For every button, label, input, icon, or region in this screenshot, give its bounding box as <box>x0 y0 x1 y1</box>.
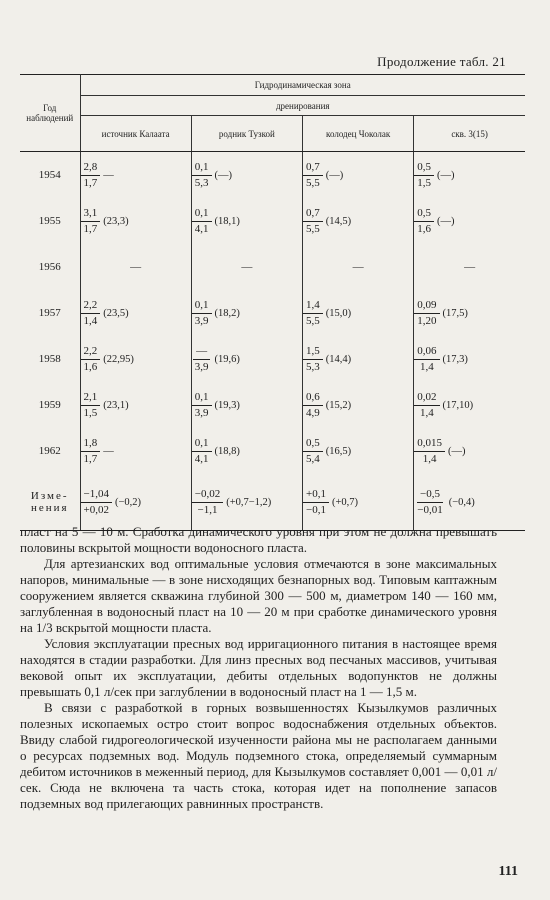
value-suffix: (17,5) <box>442 307 468 319</box>
numerator: 1,8 <box>81 437 101 452</box>
value-cell <box>414 198 525 244</box>
value-suffix: (19,6) <box>214 353 240 365</box>
denominator: 1,5 <box>417 176 431 189</box>
value-cell <box>191 474 302 531</box>
value-suffix: (—) <box>214 169 232 181</box>
numerator: −1,04 <box>81 488 112 503</box>
value-cell <box>303 244 414 290</box>
denominator: 5,5 <box>306 176 320 189</box>
denominator: 1,20 <box>417 314 437 327</box>
numerator: 0,1 <box>192 391 212 406</box>
column-header: родник Тузкой <box>191 116 302 152</box>
fraction-value <box>81 488 142 517</box>
denominator: +0,02 <box>83 503 109 516</box>
value-suffix: (+0,7−1,2) <box>226 496 272 508</box>
fraction-value <box>192 299 240 328</box>
denominator: 1,7 <box>83 222 98 235</box>
year-cell: 1956 <box>38 261 61 273</box>
fraction-value <box>81 299 129 328</box>
value-cell <box>191 152 302 199</box>
numerator: −0,02 <box>192 488 223 503</box>
fraction-value <box>303 437 351 466</box>
year-cell: 1962 <box>38 445 61 457</box>
denominator: 1,4 <box>420 406 434 419</box>
value-cell <box>80 428 191 474</box>
page-number: 111 <box>498 864 518 879</box>
denominator: 4,9 <box>306 406 320 419</box>
fraction-value <box>192 345 240 374</box>
denominator: 1,6 <box>417 222 431 235</box>
value-cell <box>414 336 525 382</box>
column-header: колодец Чоколак <box>303 116 414 152</box>
value-cell <box>303 152 414 199</box>
fraction-value <box>414 488 475 517</box>
numerator: 0,09 <box>414 299 439 314</box>
year-cell: Изме-нения <box>20 474 80 531</box>
value-suffix: (−0,2) <box>114 496 142 508</box>
value-suffix: (−0,4) <box>448 496 475 508</box>
numerator: 0,6 <box>303 391 323 406</box>
numerator: 0,7 <box>303 207 323 222</box>
column-header: скв. 3(15) <box>414 116 525 152</box>
fraction-value <box>81 207 129 236</box>
value-cell <box>80 152 191 199</box>
value-suffix: (23,5) <box>103 307 129 319</box>
denominator: 3,9 <box>194 360 209 373</box>
denominator: 5,5 <box>306 222 320 235</box>
table-row <box>20 198 525 244</box>
numerator: 1,4 <box>303 299 323 314</box>
numerator: 0,1 <box>192 299 212 314</box>
numerator: +0,1 <box>303 488 329 503</box>
value-suffix: (15,2) <box>325 399 352 411</box>
value-cell <box>303 336 414 382</box>
table-row <box>20 428 525 474</box>
value-cell <box>191 290 302 336</box>
denominator: 4,1 <box>194 222 209 235</box>
denominator: 1,5 <box>83 406 98 419</box>
body-text <box>20 524 497 812</box>
year-cell: 1959 <box>38 399 61 411</box>
year-cell: 1955 <box>38 215 61 227</box>
subgroup-header: дренирования <box>80 96 525 116</box>
value-suffix: (23,3) <box>103 215 129 227</box>
value-suffix: (14,5) <box>325 215 352 227</box>
denominator: 3,9 <box>194 406 209 419</box>
fraction-value <box>414 345 468 374</box>
value-suffix: (15,0) <box>325 307 352 319</box>
fraction-value <box>303 161 343 190</box>
value-cell <box>303 382 414 428</box>
denominator: −0,1 <box>306 503 326 516</box>
value-cell <box>414 474 525 531</box>
fraction-value <box>192 207 240 236</box>
value-suffix: (14,4) <box>325 353 352 365</box>
empty-dash: — <box>130 261 142 273</box>
value-suffix: (—) <box>437 169 455 181</box>
numerator: 2,8 <box>81 161 101 176</box>
empty-dash: — <box>464 261 476 273</box>
numerator: 0,1 <box>192 161 212 176</box>
denominator: 1,7 <box>83 176 98 189</box>
group-header: Гидродинамическая зона <box>80 75 525 96</box>
value-cell <box>80 290 191 336</box>
numerator: 0,1 <box>192 437 212 452</box>
denominator: 1,4 <box>422 452 437 465</box>
fraction-value <box>414 207 454 236</box>
fraction-value <box>192 488 272 517</box>
value-cell <box>303 428 414 474</box>
value-suffix: (—) <box>448 445 466 457</box>
value-cell <box>191 198 302 244</box>
numerator: 2,1 <box>81 391 101 406</box>
value-suffix: (23,1) <box>103 399 129 411</box>
fraction-value <box>414 161 454 190</box>
denominator: 5,4 <box>306 452 320 465</box>
numerator: 0,015 <box>414 437 445 452</box>
numerator: −0,5 <box>417 488 443 503</box>
value-cell <box>191 244 302 290</box>
value-cell <box>80 382 191 428</box>
value-suffix: (17,10) <box>442 399 474 411</box>
denominator: −1,1 <box>197 503 218 516</box>
fraction-value <box>192 437 240 466</box>
table-row <box>20 336 525 382</box>
year-cell: 1958 <box>38 353 61 365</box>
fraction-value <box>192 391 240 420</box>
denominator: −0,01 <box>417 503 443 516</box>
value-suffix: (+0,7) <box>331 496 359 508</box>
fraction-value <box>414 437 465 466</box>
value-suffix: (17,3) <box>442 353 468 365</box>
value-cell <box>191 336 302 382</box>
denominator: 4,1 <box>194 452 209 465</box>
value-suffix: (—) <box>325 169 344 181</box>
value-cell <box>414 152 525 199</box>
denominator: 1,7 <box>83 452 98 465</box>
numerator: 1,5 <box>303 345 323 360</box>
fraction-value <box>414 391 473 420</box>
value-cell <box>80 336 191 382</box>
numerator: 3,1 <box>81 207 101 222</box>
year-header: Год наблюдений <box>20 75 80 152</box>
value-cell <box>414 290 525 336</box>
fraction-value <box>81 345 134 374</box>
fraction-value <box>303 345 351 374</box>
numerator: — <box>193 345 210 360</box>
denominator: 1,4 <box>83 314 98 327</box>
table-row <box>20 152 525 199</box>
numerator: 0,5 <box>414 161 434 176</box>
denominator: 3,9 <box>194 314 209 327</box>
value-cell <box>414 428 525 474</box>
value-cell <box>80 244 191 290</box>
table-row <box>20 290 525 336</box>
fraction-value <box>303 299 351 328</box>
value-suffix: (18,1) <box>214 215 240 227</box>
empty-dash: — <box>352 261 364 273</box>
fraction-value <box>414 299 468 328</box>
value-suffix: (18,8) <box>214 445 240 457</box>
value-cell <box>191 428 302 474</box>
year-cell: 1957 <box>38 307 61 319</box>
numerator: 0,7 <box>303 161 323 176</box>
value-suffix: — <box>103 445 114 457</box>
fraction-value <box>303 391 351 420</box>
value-cell <box>80 474 191 531</box>
value-cell <box>303 474 414 531</box>
value-cell <box>303 290 414 336</box>
empty-dash: — <box>241 261 253 273</box>
paragraph: Условия эксплуатации пресных вод ирригационного питания в настоящее время находятся в стадии разработки. Для линз пресных вод песчаных массивов, учитывая вековой опыт их эксплуатации, дебиты отдельных водопунктов не должны превышать 0,1 л/сек при заглублении в водоносный пласт на 1 — 1,5 м. <box>20 636 497 699</box>
numerator: 0,5 <box>414 207 434 222</box>
value-cell <box>414 244 525 290</box>
fraction-value <box>81 161 114 190</box>
paragraph: пласт на 5 — 10 м. Сработка динамического уровня при этом не должна превышать половины вскрытой мощности водоносного пласта. <box>20 524 497 555</box>
denominator: 5,3 <box>306 360 320 373</box>
fraction-value <box>303 207 351 236</box>
paragraph: Для артезианских вод оптимальные условия отмечаются в зоне максимальных напоров, минимальные — в зоне нисходящих безнапорных вод. Типовым каптажным сооружением является скважина глубиной 300 — 500 м, диаметром 140 — 160 мм, заглубленная в водоносный пласт на 10 — 20 м при сработке динамического уровня на 1/3 вскрытой мощности пласта. <box>20 556 497 635</box>
paragraph: В связи с разработкой в горных возвышенностях Кызылкумов различных полезных ископаемых остро стоит вопрос водоснабжения отдельных объектов. Ввиду слабой гидрогеологической изученности района мы не располагаем данными о ресурсах подземных вод. Модуль подземного стока, определяемый суммарным дебитом источников в меженный период, для Кызылкумов составляет 0,001 — 0,01 л/сек. Сюда не включена та часть стока, которая идет на пополнение запасов подземных вод прилегающих равнинных пространств. <box>20 700 497 811</box>
value-cell <box>80 198 191 244</box>
numerator: 0,02 <box>414 391 439 406</box>
value-suffix: (—) <box>437 215 455 227</box>
year-cell: 1954 <box>38 169 61 181</box>
numerator: 2,2 <box>81 345 101 360</box>
value-suffix: (19,3) <box>214 399 240 411</box>
value-suffix: (16,5) <box>325 445 352 457</box>
numerator: 0,06 <box>414 345 439 360</box>
denominator: 1,6 <box>83 360 98 373</box>
value-suffix: (18,2) <box>214 307 240 319</box>
fraction-value <box>81 437 114 466</box>
continuation-label: Продолжение табл. 21 <box>377 54 506 69</box>
column-header: источник Калаата <box>80 116 191 152</box>
fraction-value <box>192 161 232 190</box>
denominator: 5,5 <box>306 314 320 327</box>
table-row <box>20 474 525 531</box>
fraction-value <box>81 391 129 420</box>
denominator: 5,3 <box>194 176 209 189</box>
value-cell <box>303 198 414 244</box>
value-cell <box>414 382 525 428</box>
numerator: 0,1 <box>192 207 212 222</box>
table-row <box>20 244 525 290</box>
table-row <box>20 382 525 428</box>
value-suffix: — <box>103 169 114 181</box>
value-cell <box>191 382 302 428</box>
numerator: 0,5 <box>303 437 323 452</box>
numerator: 2,2 <box>81 299 101 314</box>
fraction-value <box>303 488 358 517</box>
data-table <box>20 74 525 531</box>
denominator: 1,4 <box>420 360 434 373</box>
value-suffix: (22,95) <box>103 353 134 365</box>
